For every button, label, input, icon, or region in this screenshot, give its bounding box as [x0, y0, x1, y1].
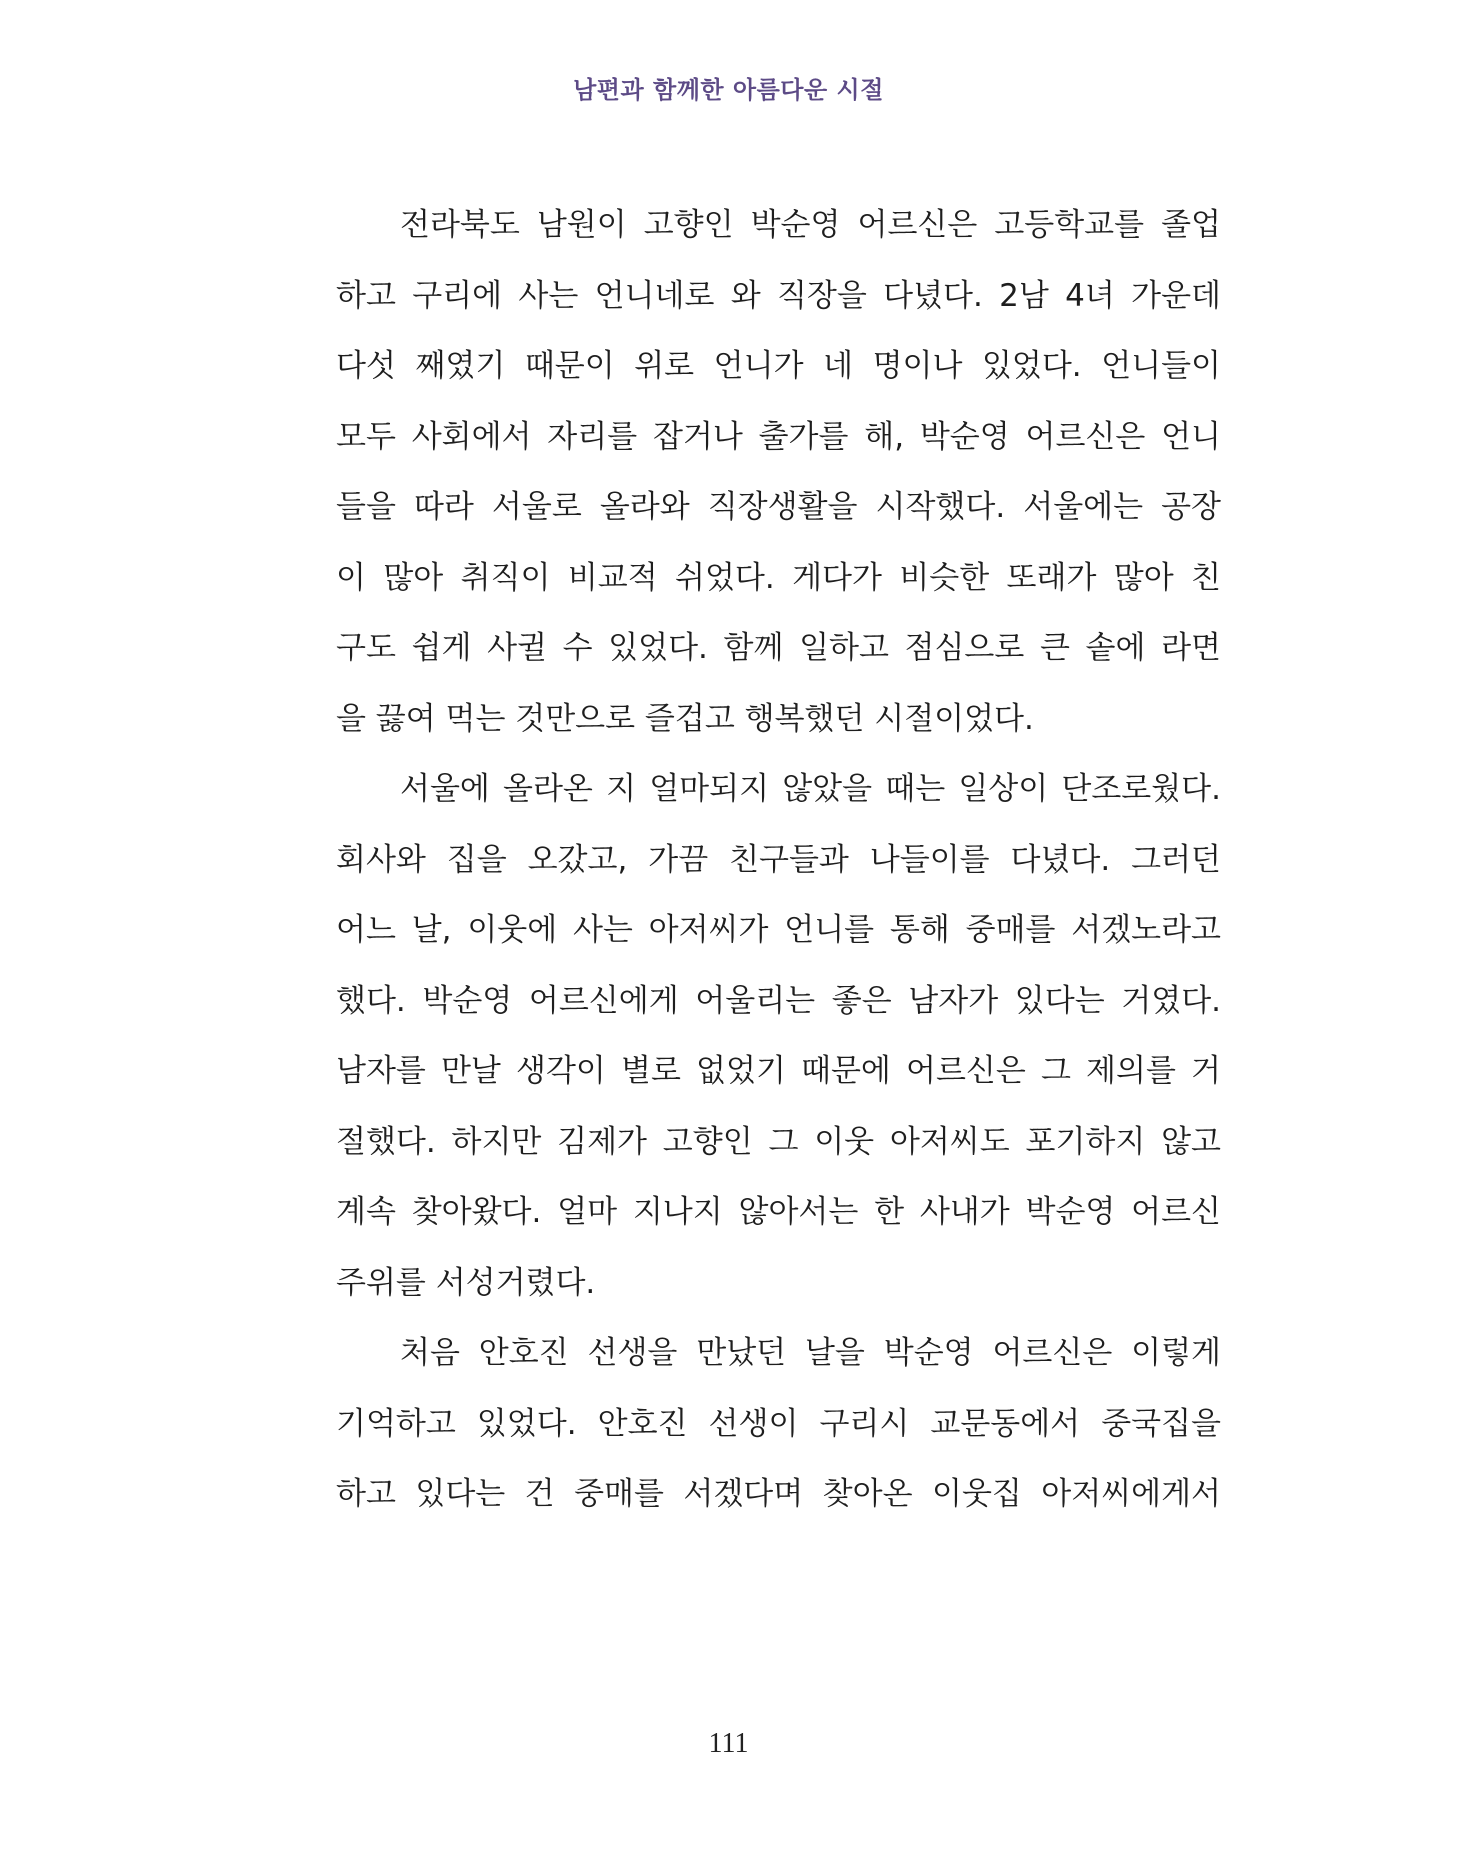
text-line: 전라북도 남원이 고향인 박순영 어르신은 고등학교를 졸업	[400, 207, 1221, 243]
text-line: 다섯 째였기 때문이 위로 언니가 네 명이나 있었다. 언니들이	[336, 348, 1221, 384]
text-line: 구도 쉽게 사귈 수 있었다. 함께 일하고 점심으로 큰 솥에 라면	[336, 630, 1221, 666]
paragraph-3	[336, 1333, 1221, 1545]
text-line: 회사와 집을 오갔고, 가끔 친구들과 나들이를 다녔다. 그러던	[336, 841, 1221, 878]
text-line: 어느 날, 이웃에 사는 아저씨가 언니를 통해 중매를 서겠노라고	[336, 912, 1221, 948]
text-line: 남자를 만날 생각이 별로 없었기 때문에 어르신은 그 제의를 거	[336, 1053, 1221, 1089]
page-number: 111	[708, 1728, 749, 1759]
paragraph-2	[336, 769, 1221, 1333]
text-line: 계속 찾아왔다. 얼마 지나지 않아서는 한 사내가 박순영 어르신	[336, 1194, 1221, 1230]
text-line: 을 끓여 먹는 것만으로 즐겁고 행복했던 시절이었다.	[336, 700, 1034, 737]
text-line: 기억하고 있었다. 안호진 선생이 구리시 교문동에서 중국집을	[336, 1405, 1221, 1442]
text-line: 처음 안호진 선생을 만났던 날을 박순영 어르신은 이렇게	[400, 1335, 1221, 1371]
paragraph-1	[336, 205, 1221, 769]
running-header-title: 남편과 함께한 아름다운 시절	[573, 75, 884, 104]
text-line: 절했다. 하지만 김제가 고향인 그 이웃 아저씨도 포기하지 않고	[336, 1123, 1221, 1160]
text-line: 하고 구리에 사는 언니네로 와 직장을 다녔다. 2남 4녀 가운데	[336, 277, 1221, 314]
text-line: 모두 사회에서 자리를 잡거나 출가를 해, 박순영 어르신은 언니	[336, 418, 1221, 455]
text-line: 이 많아 취직이 비교적 쉬었다. 게다가 비슷한 또래가 많아 친	[336, 559, 1221, 596]
text-line: 서울에 올라온 지 얼마되지 않았을 때는 일상이 단조로웠다.	[400, 771, 1221, 807]
body-text	[336, 205, 1221, 1545]
text-line: 하고 있다는 건 중매를 서겠다며 찾아온 이웃집 아저씨에게서	[336, 1476, 1221, 1512]
text-line: 했다. 박순영 어르신에게 어울리는 좋은 남자가 있다는 거였다.	[336, 982, 1221, 1019]
text-line: 들을 따라 서울로 올라와 직장생활을 시작했다. 서울에는 공장	[336, 489, 1221, 525]
text-line: 주위를 서성거렸다.	[336, 1264, 596, 1301]
